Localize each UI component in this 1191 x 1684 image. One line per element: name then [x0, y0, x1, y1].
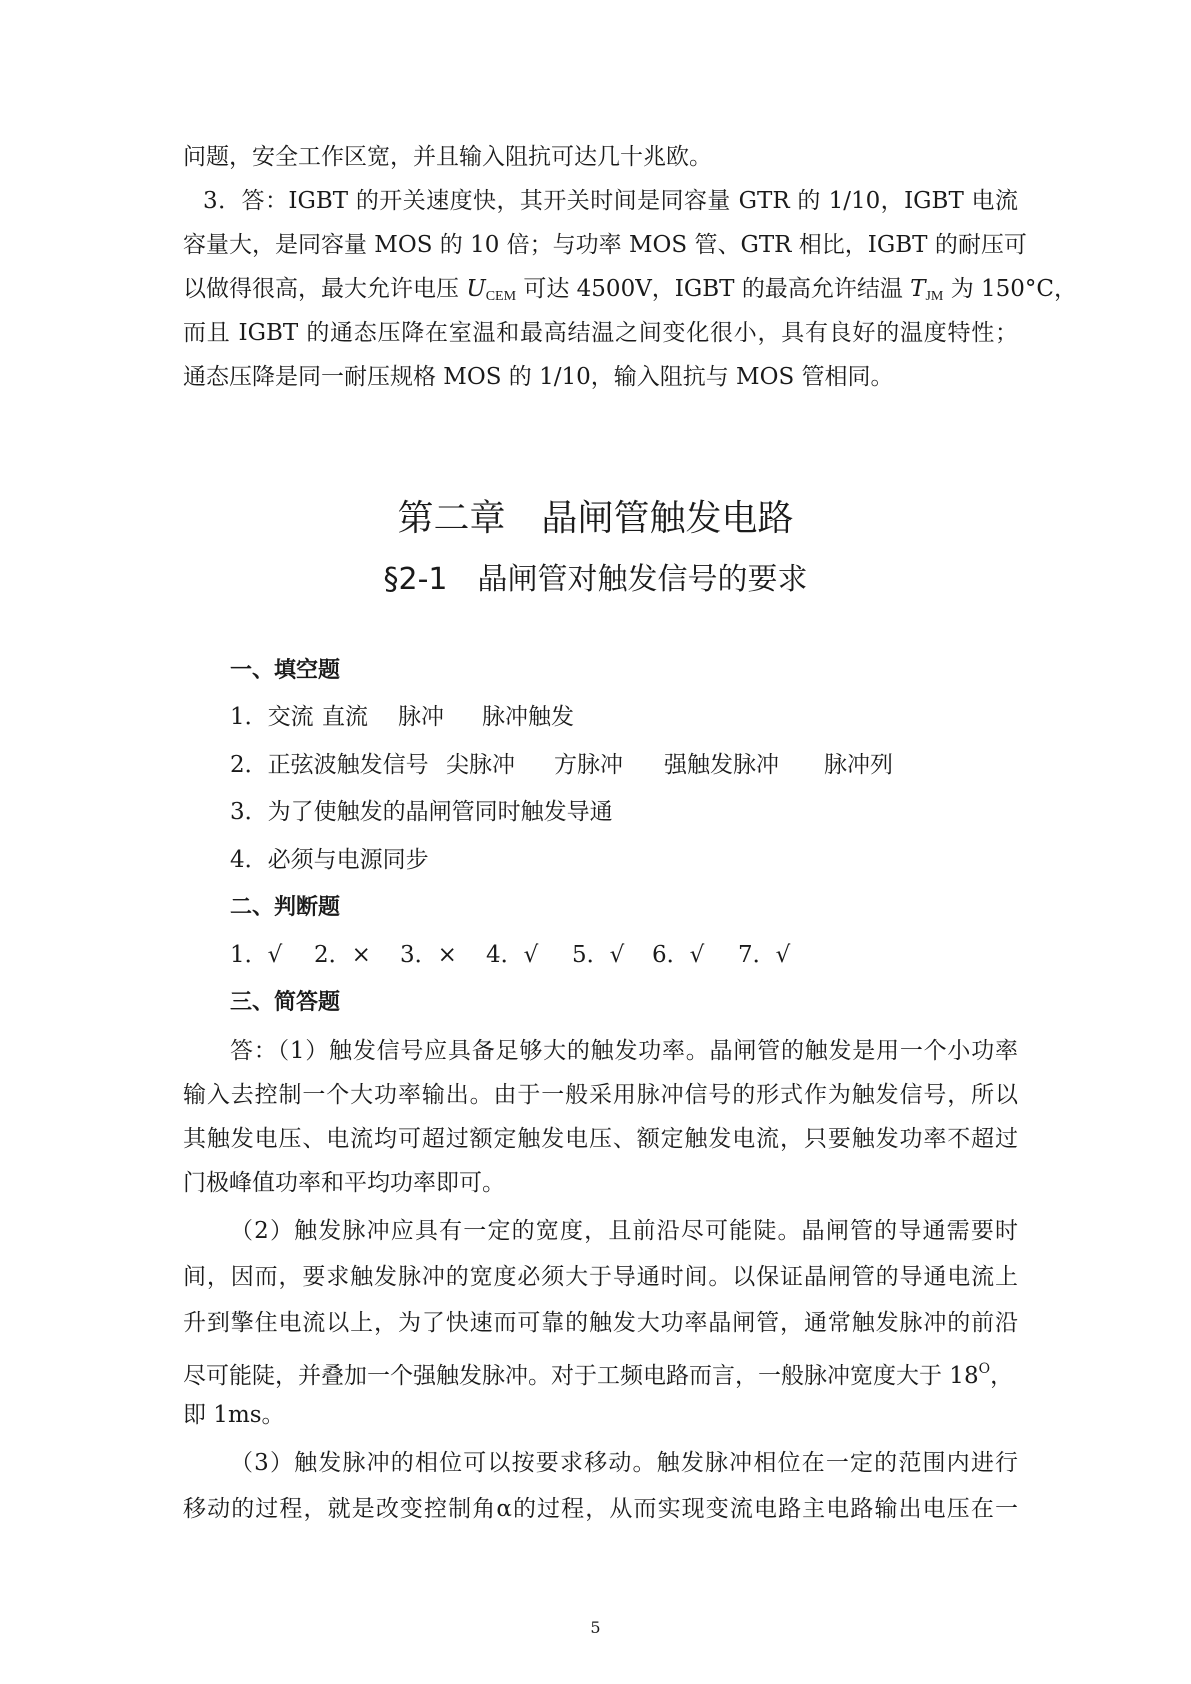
short-p2-line2: 间，因而，要求触发脉冲的宽度必须大于导通时间。以保证晶闸管的导通电流上	[183, 1264, 1018, 1290]
page-number: 5	[590, 1618, 601, 1637]
fill-answer-4: 4．必须与电源同步	[230, 847, 429, 873]
fill-answer-1: 1．交流 直流 脉冲 脉冲触发	[230, 704, 574, 730]
answer3-line5: 通态压降是同一耐压规格 MOS 的 1/10，输入阻抗与 MOS 管相同。	[183, 364, 894, 390]
fill-in-heading: 一、填空题	[230, 658, 341, 683]
short-p2-line3: 升到擎住电流以上，为了快速而可靠的触发大功率晶闸管，通常触发脉冲的前沿	[183, 1310, 1018, 1336]
chapter-title: 第二章 晶闸管触发电路	[397, 498, 794, 539]
short-p2-line4: 尽可能陡，并叠加一个强触发脉冲。对于工频电路而言，一般脉冲宽度大于 $18^O$，	[183, 1361, 1014, 1389]
answer3-line3: 以做得很高，最大允许电压 $U_{CEM}$ 可达 4500V，IGBT 的最高允许结温 $T_{JM}$ 为 150°C，	[183, 276, 1078, 304]
paragraph-line: 问题，安全工作区宽，并且输入阻抗可达几十兆欧。	[183, 144, 712, 170]
true-false-answers: 1．√ 2．× 3．× 4．√ 5．√ 6．√ 7．√	[230, 942, 791, 968]
short-p1-line4: 门极峰值功率和平均功率即可。	[183, 1170, 505, 1196]
answer3-line4: 而且 IGBT 的通态压降在室温和最高结温之间变化很小，具有良好的温度特性；	[183, 320, 1018, 346]
short-answer-heading: 三、简答题	[230, 990, 341, 1015]
short-p2-line1: （2）触发脉冲应具有一定的宽度，且前沿尽可能陡。晶闸管的导通需要时	[230, 1218, 1018, 1244]
short-p3-line1: （3）触发脉冲的相位可以按要求移动。触发脉冲相位在一定的范围内进行	[230, 1450, 1018, 1476]
section-title: §2-1 晶闸管对触发信号的要求	[383, 562, 808, 597]
short-p3-line2: 移动的过程，就是改变控制角α的过程，从而实现变流电路主电路输出电压在一	[183, 1496, 1018, 1522]
answer3-line1: 3．答：IGBT 的开关速度快，其开关时间是同容量 GTR 的 1/10，IGBT 电流	[203, 188, 1018, 214]
answer3-line2: 容量大，是同容量 MOS 的 10 倍；与功率 MOS 管、GTR 相比，IGBT 的耐压可	[183, 232, 1027, 258]
short-p2-line5: 即 1ms。	[183, 1402, 285, 1428]
short-p1-line3: 其触发电压、电流均可超过额定触发电压、额定触发电流，只要触发功率不超过	[183, 1126, 1018, 1152]
short-p1-line2: 输入去控制一个大功率输出。由于一般采用脉冲信号的形式作为触发信号，所以	[183, 1082, 1018, 1108]
fill-answer-2: 2．正弦波触发信号 尖脉冲 方脉冲 强触发脉冲 脉冲列	[230, 752, 893, 778]
short-p1-line1: 答：（1）触发信号应具备足够大的触发功率。晶闸管的触发是用一个小功率	[230, 1038, 1018, 1064]
true-false-heading: 二、判断题	[230, 895, 341, 920]
fill-answer-3: 3．为了使触发的晶闸管同时触发导通	[230, 799, 613, 825]
